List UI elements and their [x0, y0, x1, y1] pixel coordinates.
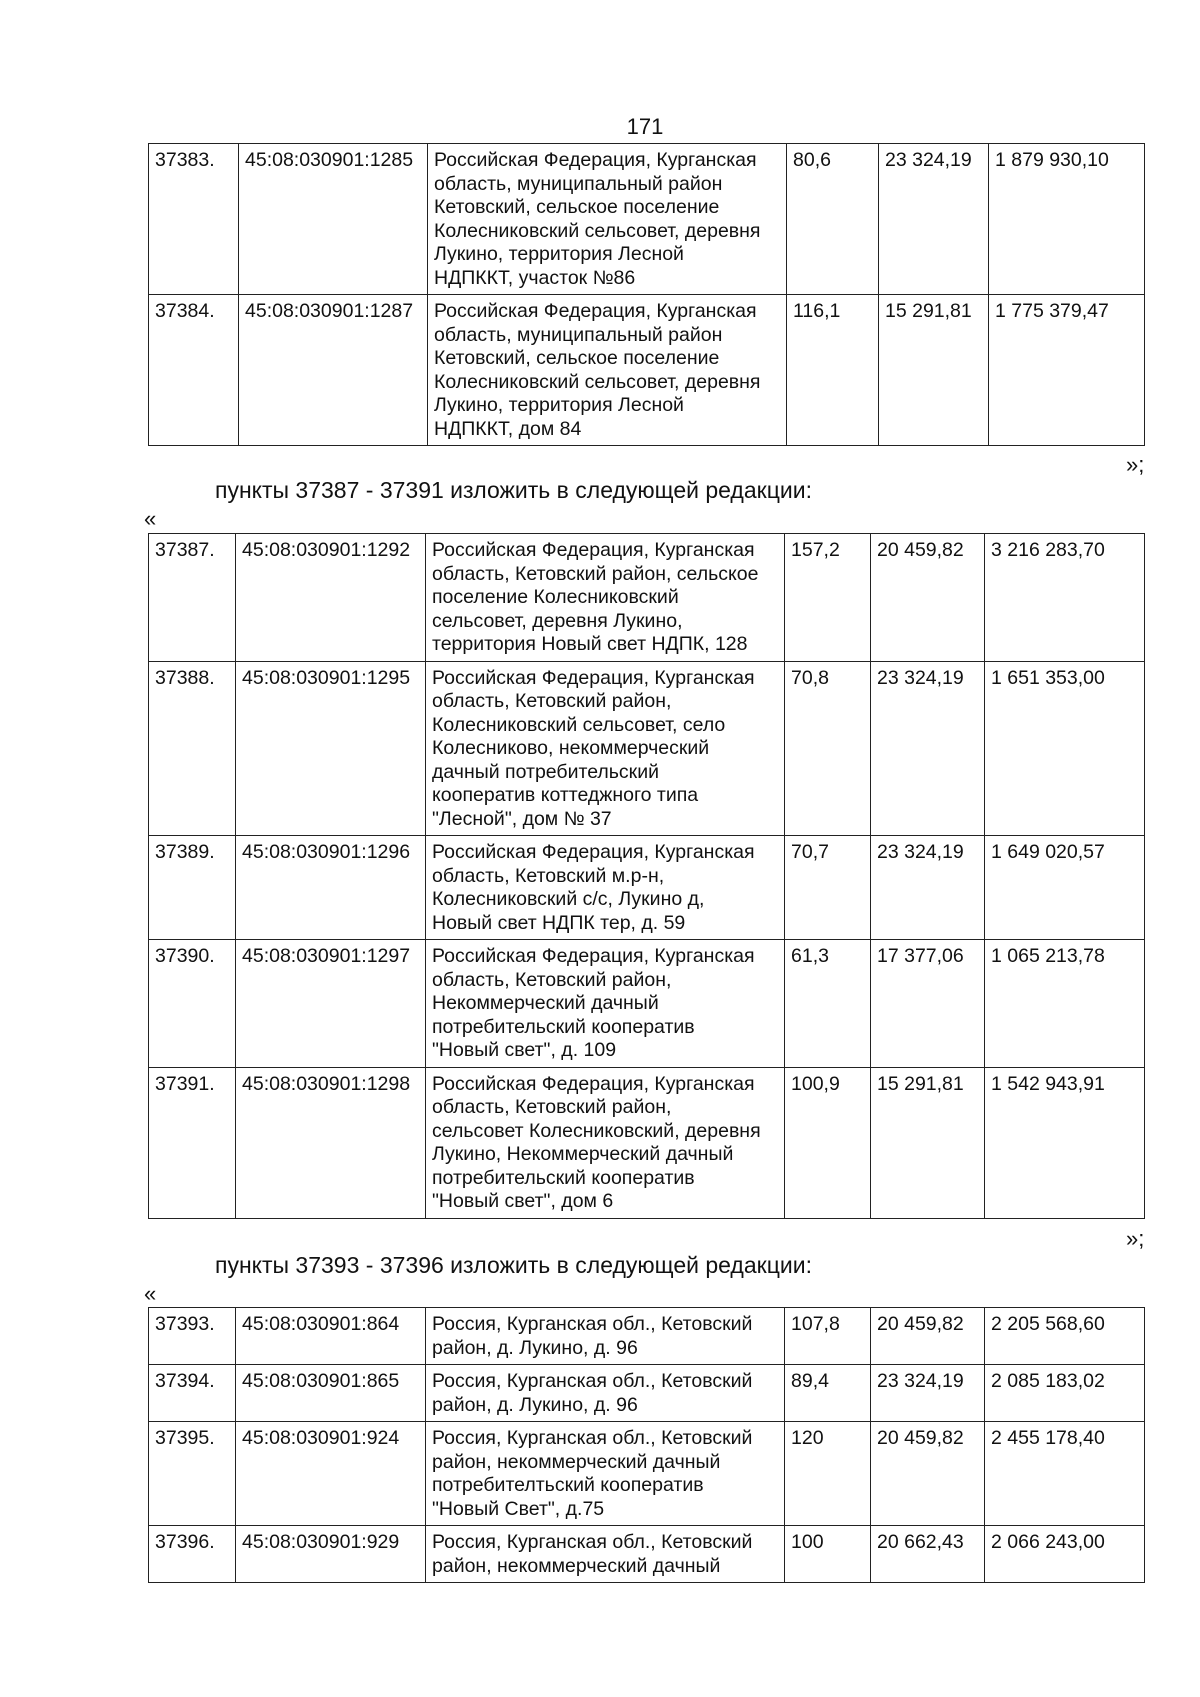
cell-address: Российская Федерация, Курганская область, Кетовский район, Колесниковский сельсовет, село Колесниково, некоммерческий дачный потребительский кооператив коттеджного типа "Лесной", дом № 37: [426, 661, 785, 836]
cell-value: 1 542 943,91: [985, 1067, 1145, 1218]
cell-value: 1 651 353,00: [985, 661, 1145, 836]
opening-quote: «: [144, 506, 157, 531]
cell-cadastral: 45:08:030901:1297: [236, 940, 426, 1068]
cell-num: 37383.: [149, 144, 239, 295]
cell-address: Российская Федерация, Курганская область, Кетовский м.р-н, Колесниковский с/с, Лукино д, Новый свет НДПК тер, д. 59: [426, 836, 785, 940]
cell-area: 70,7: [785, 836, 871, 940]
table-row: [149, 295, 1145, 446]
cell-rate: 15 291,81: [871, 1067, 985, 1218]
cell-area: 107,8: [785, 1308, 871, 1365]
cell-num: 37389.: [149, 836, 236, 940]
cell-rate: 20 662,43: [871, 1526, 985, 1583]
cell-value: 2 085 183,02: [985, 1365, 1145, 1422]
cell-num: 37393.: [149, 1308, 236, 1365]
cell-num: 37384.: [149, 295, 239, 446]
cell-address: Россия, Курганская обл., Кетовский район, д. Лукино, д. 96: [426, 1308, 785, 1365]
cell-cadastral: 45:08:030901:929: [236, 1526, 426, 1583]
cell-value: 1 649 020,57: [985, 836, 1145, 940]
table-row: [149, 836, 1145, 940]
cell-value: 1 065 213,78: [985, 940, 1145, 1068]
cell-cadastral: 45:08:030901:864: [236, 1308, 426, 1365]
cell-area: 80,6: [787, 144, 879, 295]
cell-area: 157,2: [785, 534, 871, 662]
cell-cadastral: 45:08:030901:865: [236, 1365, 426, 1422]
cell-area: 100,9: [785, 1067, 871, 1218]
cell-cadastral: 45:08:030901:1287: [239, 295, 428, 446]
cell-num: 37387.: [149, 534, 236, 662]
cell-address: Российская Федерация, Курганская область, муниципальный район Кетовский, сельское поселение Колесниковский сельсовет, деревня Лукино, территория Лесной НДПККТ, дом 84: [428, 295, 787, 446]
closing-quote: »;: [1126, 1226, 1145, 1251]
table-1: [148, 143, 1145, 446]
opening-quote: «: [144, 1281, 157, 1306]
table-row: [149, 940, 1145, 1068]
cell-num: 37396.: [149, 1526, 236, 1583]
cell-value: 2 455 178,40: [985, 1422, 1145, 1526]
cell-address: Россия, Курганская обл., Кетовский район, некоммерческий дачный: [426, 1526, 785, 1583]
amendment-note: пункты 37387 - 37391 изложить в следующей редакции:: [215, 477, 812, 503]
table-row: [149, 1365, 1145, 1422]
cell-rate: 20 459,82: [871, 1308, 985, 1365]
cell-address: Российская Федерация, Курганская область, Кетовский район, сельское поселение Колесниковский сельсовет, деревня Лукино, территория Новый свет НДПК, 128: [426, 534, 785, 662]
cell-num: 37390.: [149, 940, 236, 1068]
cell-rate: 23 324,19: [879, 144, 989, 295]
cell-cadastral: 45:08:030901:1296: [236, 836, 426, 940]
cell-num: 37394.: [149, 1365, 236, 1422]
cell-cadastral: 45:08:030901:1298: [236, 1067, 426, 1218]
table-row: [149, 661, 1145, 836]
cell-cadastral: 45:08:030901:1285: [239, 144, 428, 295]
cell-area: 61,3: [785, 940, 871, 1068]
table-row: [149, 1067, 1145, 1218]
cell-value: 3 216 283,70: [985, 534, 1145, 662]
cell-area: 120: [785, 1422, 871, 1526]
cell-address: Россия, Курганская обл., Кетовский район, некоммерческий дачный потребителтьский кооператив "Новый Свет", д.75: [426, 1422, 785, 1526]
table-3: [148, 1307, 1145, 1583]
cell-area: 100: [785, 1526, 871, 1583]
cell-cadastral: 45:08:030901:1292: [236, 534, 426, 662]
cell-area: 116,1: [787, 295, 879, 446]
cell-rate: 17 377,06: [871, 940, 985, 1068]
page-number: 171: [626, 114, 664, 139]
cell-address: Российская Федерация, Курганская область, Кетовский район, Некоммерческий дачный потребительский кооператив "Новый свет", д. 109: [426, 940, 785, 1068]
cell-cadastral: 45:08:030901:924: [236, 1422, 426, 1526]
cell-cadastral: 45:08:030901:1295: [236, 661, 426, 836]
cell-rate: 23 324,19: [871, 836, 985, 940]
cell-value: 1 775 379,47: [989, 295, 1145, 446]
cell-area: 70,8: [785, 661, 871, 836]
cell-rate: 20 459,82: [871, 534, 985, 662]
table-row: [149, 534, 1145, 662]
cell-rate: 20 459,82: [871, 1422, 985, 1526]
cell-value: 1 879 930,10: [989, 144, 1145, 295]
table-2: [148, 533, 1145, 1219]
cell-area: 89,4: [785, 1365, 871, 1422]
table-row: [149, 1526, 1145, 1583]
cell-value: 2 066 243,00: [985, 1526, 1145, 1583]
cell-num: 37388.: [149, 661, 236, 836]
cell-address: Российская Федерация, Курганская область, Кетовский район, сельсовет Колесниковский, деревня Лукино, Некоммерческий дачный потребительский кооператив "Новый свет", дом 6: [426, 1067, 785, 1218]
amendment-note: пункты 37393 - 37396 изложить в следующей редакции:: [215, 1252, 812, 1278]
closing-quote: »;: [1126, 452, 1145, 477]
cell-num: 37391.: [149, 1067, 236, 1218]
table-row: [149, 1308, 1145, 1365]
table-row: [149, 1422, 1145, 1526]
cell-value: 2 205 568,60: [985, 1308, 1145, 1365]
cell-rate: 23 324,19: [871, 1365, 985, 1422]
cell-rate: 15 291,81: [879, 295, 989, 446]
cell-num: 37395.: [149, 1422, 236, 1526]
cell-rate: 23 324,19: [871, 661, 985, 836]
cell-address: Россия, Курганская обл., Кетовский район, д. Лукино, д. 96: [426, 1365, 785, 1422]
cell-address: Российская Федерация, Курганская область, муниципальный район Кетовский, сельское поселение Колесниковский сельсовет, деревня Лукино, территория Лесной НДПККТ, участок №86: [428, 144, 787, 295]
table-row: [149, 144, 1145, 295]
